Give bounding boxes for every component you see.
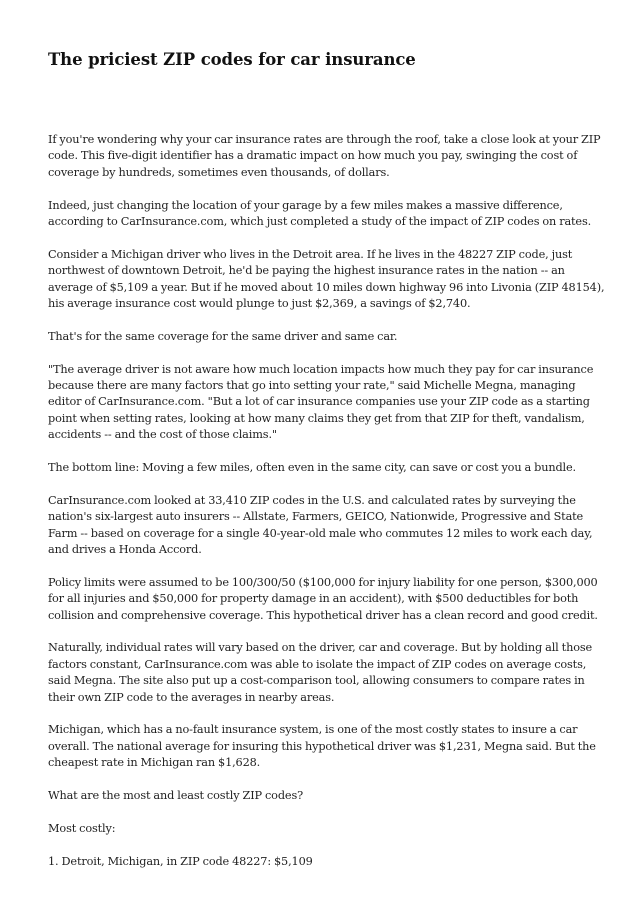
paragraph-line: Michigan, which has a no-fault insurance system, is one of the most costly states to insure a car: [48, 723, 578, 737]
paragraph-line: said Megna. The site also put up a cost-comparison tool, allowing consumers to compare rates in: [48, 674, 585, 688]
paragraph-line: factors constant, CarInsurance.com was able to isolate the impact of ZIP codes on average costs,: [48, 657, 587, 671]
paragraph-line: Naturally, individual rates will vary based on the driver, car and coverage. But by holding all those: [48, 641, 593, 655]
paragraph: [48, 821, 598, 837]
paragraph: [48, 640, 598, 706]
paragraph-line: Most costly:: [48, 821, 116, 835]
paragraph-line: Policy limits were assumed to be 100/300/50 ($100,000 for injury liability for one person, $300,000: [48, 575, 598, 589]
paragraph-line: northwest of downtown Detroit, he'd be paying the highest insurance rates in the nation -- an: [48, 264, 565, 278]
document-title: The priciest ZIP codes for car insurance: [48, 50, 416, 69]
paragraph-line: point when setting rates, looking at how many claims they get from that ZIP for theft, vandalism,: [48, 411, 585, 425]
paragraph-line: 1. Detroit, Michigan, in ZIP code 48227: $5,109: [48, 854, 313, 868]
paragraph-line: and drives a Honda Accord.: [48, 543, 202, 557]
paragraph: [48, 362, 598, 444]
paragraph: [48, 198, 598, 231]
paragraph-line: his average insurance cost would plunge to just $2,369, a savings of $2,740.: [48, 297, 471, 311]
paragraph-line: because there are many factors that go into setting your rate," said Michelle Megna, managing: [48, 379, 576, 393]
paragraph-line: for all injuries and $50,000 for property damage in an accident), with $500 deductibles for both: [48, 592, 579, 606]
document-body: [48, 132, 605, 870]
paragraph: [48, 493, 598, 559]
paragraph-line: nation's six-largest auto insurers -- Allstate, Farmers, GEICO, Nationwide, Progressive and State: [48, 510, 584, 524]
paragraph: [48, 132, 601, 181]
paragraph-line: editor of CarInsurance.com. "But a lot of car insurance companies use your ZIP code as a starting: [48, 395, 590, 409]
paragraph-line: cheapest rate in Michigan ran $1,628.: [48, 756, 261, 770]
paragraph-line: CarInsurance.com looked at 33,410 ZIP codes in the U.S. and calculated rates by surveying the: [48, 493, 576, 507]
paragraph-line: collision and comprehensive coverage. This hypothetical driver has a clean record and good credit.: [48, 608, 598, 622]
paragraph: [48, 247, 605, 313]
paragraph-line: overall. The national average for insuring this hypothetical driver was $1,231, Megna said. But the: [48, 739, 596, 753]
paragraph-line: If you're wondering why your car insurance rates are through the roof, take a close look at your ZIP: [48, 133, 601, 146]
paragraph-line: average of $5,109 a year. But if he moved about 10 miles down highway 96 into Livonia (ZIP 48154),: [48, 280, 605, 294]
paragraph: [48, 788, 598, 804]
paragraph-line: coverage by hundreds, sometimes even thousands, of dollars.: [48, 165, 390, 179]
paragraph-line: Consider a Michigan driver who lives in the Detroit area. If he lives in the 48227 ZIP code, just: [48, 247, 573, 261]
paragraph-line: That's for the same coverage for the same driver and same car.: [48, 329, 398, 343]
paragraph-line: "The average driver is not aware how much location impacts how much they pay for car insurance: [48, 362, 594, 376]
paragraph-line: according to CarInsurance.com, which just completed a study of the impact of ZIP codes on rates.: [48, 215, 592, 229]
paragraph: [48, 854, 598, 870]
paragraph: [48, 460, 598, 476]
paragraph-line: What are the most and least costly ZIP codes?: [48, 789, 303, 803]
paragraph: [48, 575, 598, 624]
paragraph-line: their own ZIP code to the averages in nearby areas.: [48, 690, 335, 704]
paragraph-line: accidents -- and the cost of those claims.": [48, 428, 277, 442]
paragraph-line: The bottom line: Moving a few miles, often even in the same city, can save or cost you a bundle.: [48, 461, 576, 475]
paragraph: [48, 722, 598, 771]
paragraph-line: Farm -- based on coverage for a single 40-year-old male who commutes 12 miles to work each day,: [48, 526, 593, 540]
paragraph-line: code. This five-digit identifier has a dramatic impact on how much you pay, swinging the cost of: [48, 149, 578, 163]
paragraph-line: Indeed, just changing the location of your garage by a few miles makes a massive difference,: [48, 198, 563, 212]
paragraph: [48, 329, 598, 345]
